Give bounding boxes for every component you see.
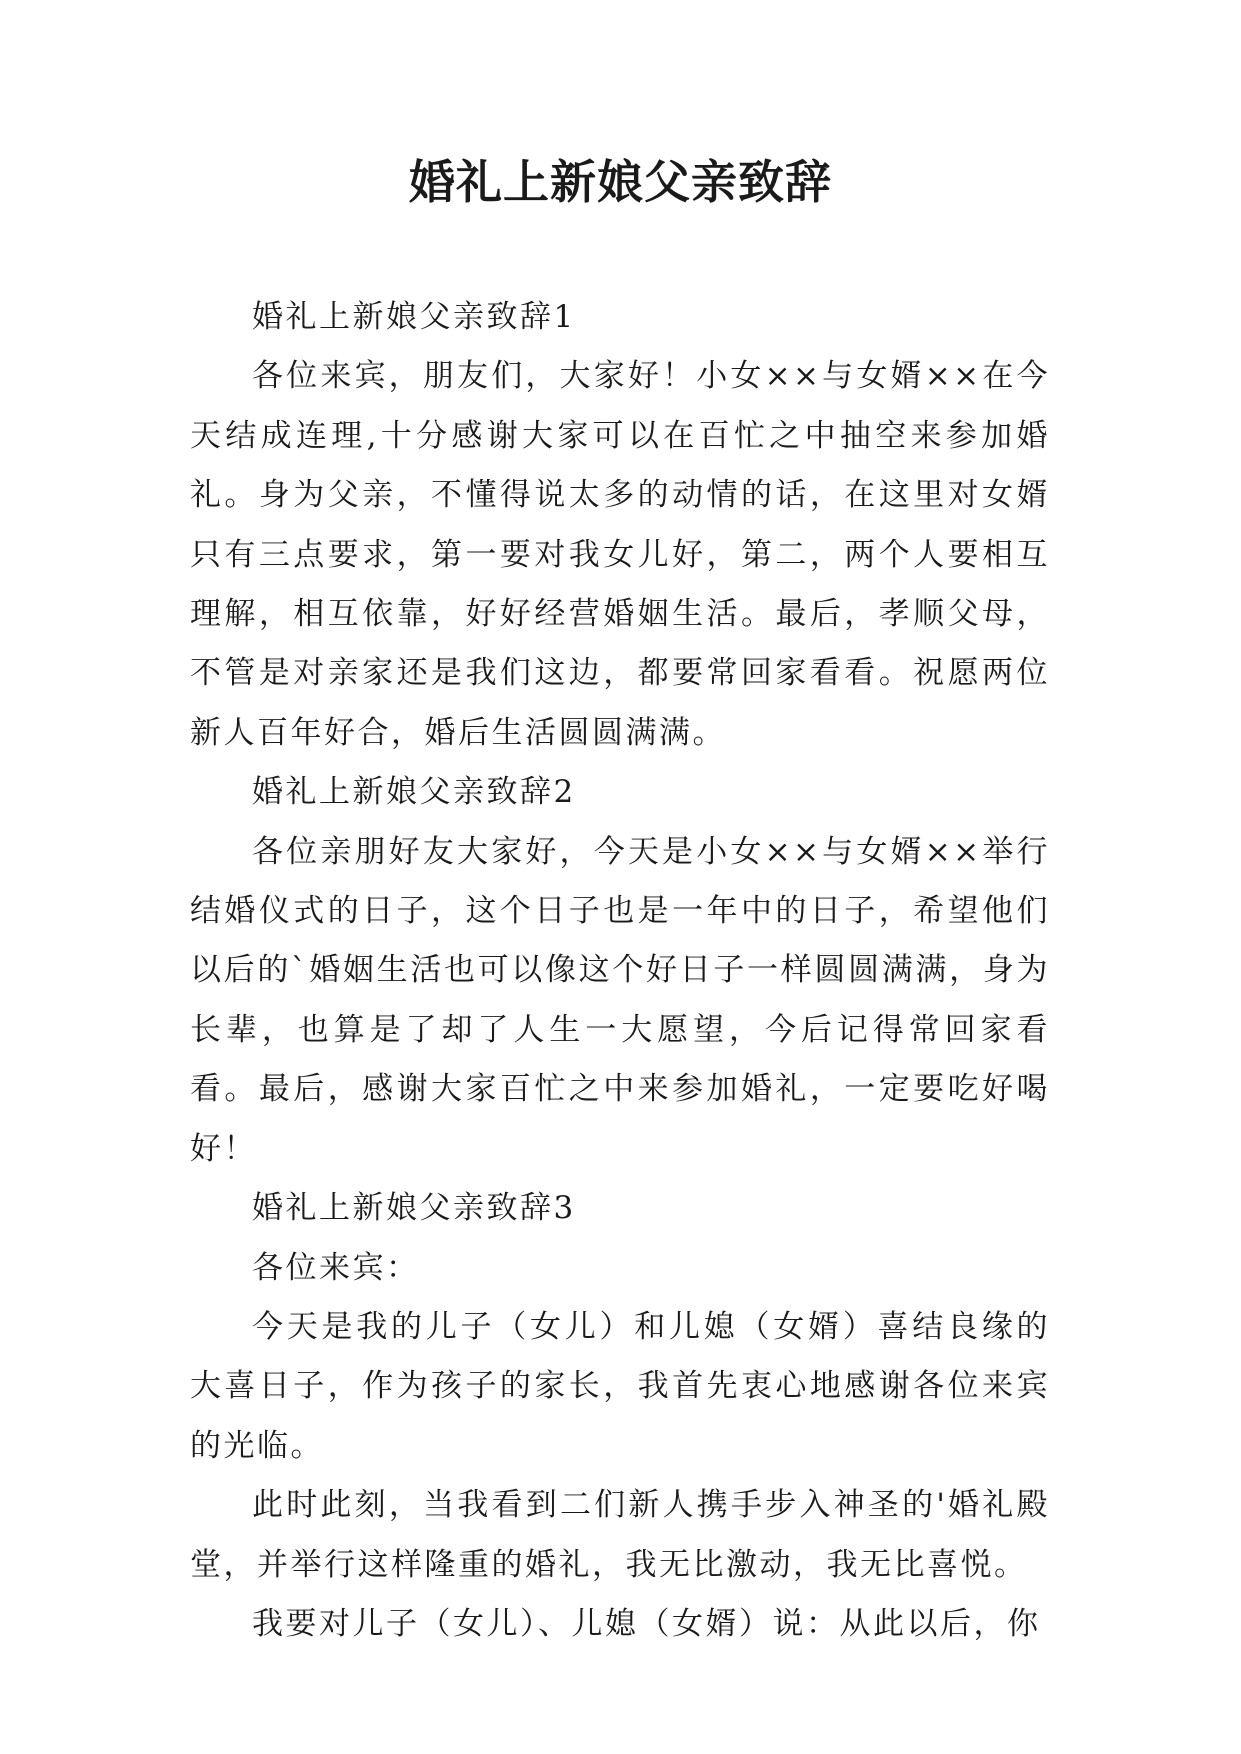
paragraph: 各位亲朋好友大家好，今天是小女××与女婿××举行结婚仪式的日子，这个日子也是一年中的日子，希望他们以后的`婚姻生活也可以像这个好日子一样圆圆满满，身为长辈，也算是了却了人生一大愿望，今后记得常回家看看。最后，感谢大家百忙之中来参加婚礼，一定要吃好喝好！ <box>190 833 1050 1167</box>
paragraph: 此时此刻，当我看到二们新人携手步入神圣的'婚礼殿堂，并举行这样隆重的婚礼，我无比激动，我无比喜悦。 <box>190 1487 1050 1583</box>
paragraph: 我要对儿子（女儿）、儿媳（女婿）说：从此以后，你 <box>252 1605 1041 1642</box>
paragraph: 今天是我的儿子（女儿）和儿媳（女婿）喜结良缘的大喜日子，作为孩子的家长，我首先衷心地感谢各位来宾的光临。 <box>190 1308 1050 1464</box>
document-title: 婚礼上新娘父亲致辞 <box>409 155 832 209</box>
section-heading-2: 婚礼上新娘父亲致辞2 <box>252 774 576 811</box>
paragraph: 各位来宾： <box>252 1249 420 1286</box>
paragraph: 各位来宾，朋友们，大家好！小女××与女婿××在今天结成连理,十分感谢大家可以在百忙之中抽空来参加婚礼。身为父亲，不懂得说太多的动情的话，在这里对女婿只有三点要求，第一要对我女儿好，第二，两个人要相互理解，相互依靠，好好经营婚姻生活。最后，孝顺父母，不管是对亲家还是我们这边，都要常回家看看。祝愿两位新人百年好合，婚后生活圆圆满满。 <box>190 358 1050 751</box>
section-heading-3: 婚礼上新娘父亲致辞3 <box>252 1190 576 1227</box>
document-body <box>190 288 1050 1654</box>
section-heading-1: 婚礼上新娘父亲致辞1 <box>252 299 576 335</box>
